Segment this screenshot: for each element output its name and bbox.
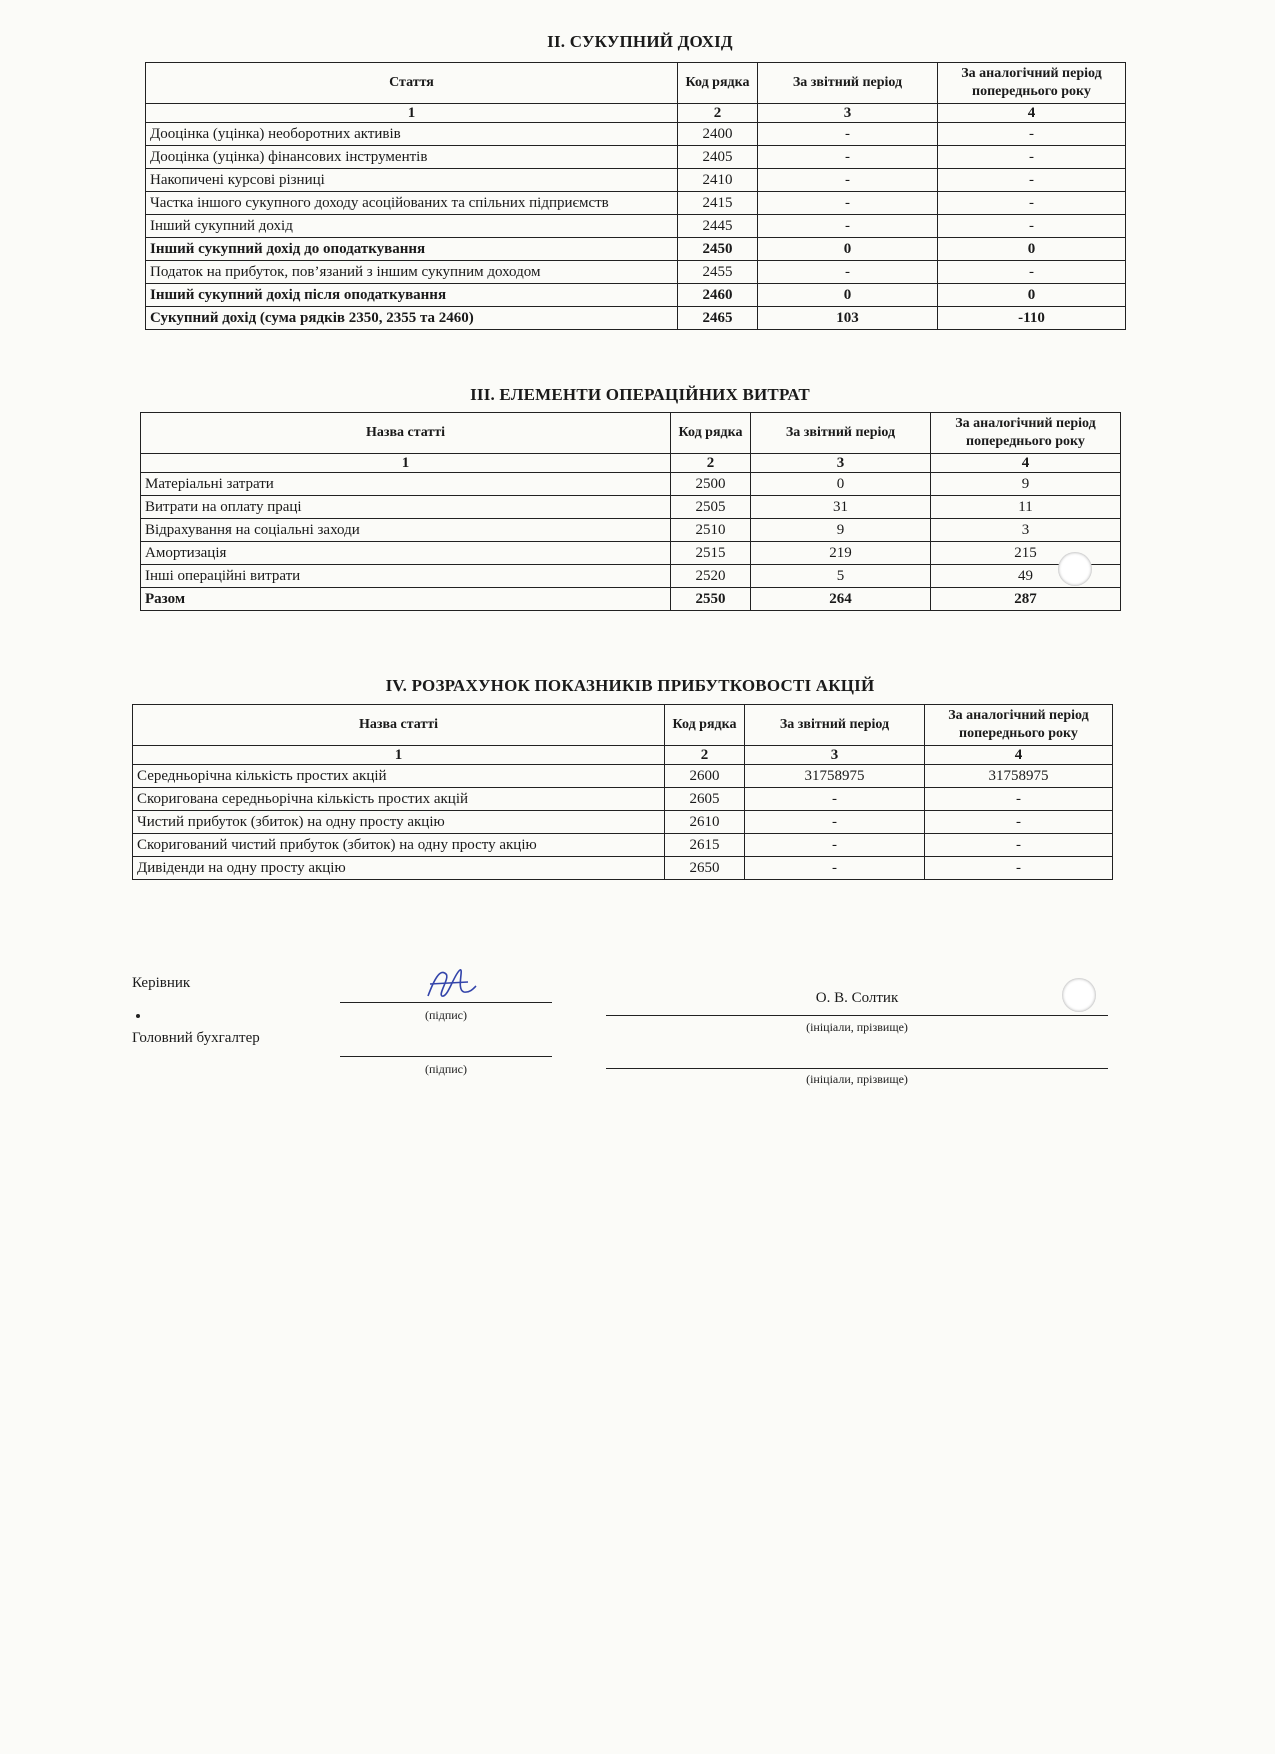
row-code: 2460 <box>678 284 758 307</box>
row-current: - <box>745 788 925 811</box>
row-prior: 215 <box>931 542 1121 565</box>
header-code: Код рядка <box>665 705 745 746</box>
row-name: Дооцінка (уцінка) необоротних активів <box>146 123 678 146</box>
table-row <box>141 473 1121 496</box>
header-prior: За аналогічний період попереднього року <box>925 705 1113 746</box>
section2-title: ІІ. СУКУПНИЙ ДОХІД <box>547 32 733 51</box>
row-current: 9 <box>751 519 931 542</box>
row-code: 2515 <box>671 542 751 565</box>
row-name: Скоригована середньорічна кількість простих акцій <box>133 788 665 811</box>
row-prior: - <box>925 857 1113 880</box>
row-current: 31758975 <box>745 765 925 788</box>
row-prior: - <box>938 261 1126 284</box>
row-prior: - <box>938 169 1126 192</box>
row-prior: - <box>925 834 1113 857</box>
index-cell: 1 <box>141 454 671 473</box>
index-cell: 3 <box>745 746 925 765</box>
row-current: - <box>758 169 938 192</box>
punch-hole <box>1058 552 1092 586</box>
row-code: 2455 <box>678 261 758 284</box>
row-prior: 49 <box>931 565 1121 588</box>
row-current: - <box>758 261 938 284</box>
table-row <box>146 123 1126 146</box>
index-cell: 4 <box>925 746 1113 765</box>
row-name: Скоригований чистий прибуток (збиток) на одну просту акцію <box>133 834 665 857</box>
director-signature-icon <box>420 960 480 1005</box>
mark-dot <box>136 1014 140 1018</box>
index-cell: 4 <box>938 104 1126 123</box>
row-current: - <box>758 123 938 146</box>
row-code: 2410 <box>678 169 758 192</box>
row-code: 2415 <box>678 192 758 215</box>
accountant-signature-line <box>340 1056 552 1057</box>
section3-title: ІІІ. ЕЛЕМЕНТИ ОПЕРАЦІЙНИХ ВИТРАТ <box>470 385 810 404</box>
index-cell: 3 <box>758 104 938 123</box>
row-name: Чистий прибуток (збиток) на одну просту акцію <box>133 811 665 834</box>
row-current: - <box>745 857 925 880</box>
row-code: 2615 <box>665 834 745 857</box>
index-cell: 2 <box>671 454 751 473</box>
row-name: Інші операційні витрати <box>141 565 671 588</box>
table-row <box>146 307 1126 330</box>
table-row <box>146 261 1126 284</box>
row-name: Інший сукупний дохід до оподаткування <box>146 238 678 261</box>
row-name: Дооцінка (уцінка) фінансових інструментів <box>146 146 678 169</box>
table-row <box>133 834 1113 857</box>
table-row <box>146 284 1126 307</box>
table-row <box>141 588 1121 611</box>
row-prior: - <box>925 811 1113 834</box>
index-cell: 1 <box>133 746 665 765</box>
row-code: 2400 <box>678 123 758 146</box>
row-name: Частка іншого сукупного доходу асоційованих та спільних підприємств <box>146 192 678 215</box>
row-code: 2510 <box>671 519 751 542</box>
table-row <box>141 565 1121 588</box>
index-cell: 3 <box>751 454 931 473</box>
row-current: 5 <box>751 565 931 588</box>
row-prior: - <box>938 146 1126 169</box>
row-code: 2450 <box>678 238 758 261</box>
header-item: Назва статті <box>141 413 671 454</box>
row-prior: - <box>938 215 1126 238</box>
row-name: Інший сукупний дохід після оподаткування <box>146 284 678 307</box>
row-prior: 287 <box>931 588 1121 611</box>
table-row <box>146 215 1126 238</box>
row-prior: - <box>938 192 1126 215</box>
row-name: Відрахування на соціальні заходи <box>141 519 671 542</box>
row-prior: 11 <box>931 496 1121 519</box>
accountant-name-caption: (ініціали, прізвище) <box>806 1072 908 1086</box>
row-current: 0 <box>758 238 938 261</box>
row-code: 2405 <box>678 146 758 169</box>
table-row <box>133 765 1113 788</box>
row-name: Витрати на оплату праці <box>141 496 671 519</box>
row-prior: 31758975 <box>925 765 1113 788</box>
row-current: 103 <box>758 307 938 330</box>
table-row <box>133 857 1113 880</box>
row-name: Інший сукупний дохід <box>146 215 678 238</box>
header-item: Назва статті <box>133 705 665 746</box>
accountant-name-line <box>606 1068 1108 1069</box>
header-current: За звітний період <box>745 705 925 746</box>
table-row <box>146 192 1126 215</box>
section4-title: IV. РОЗРАХУНОК ПОКАЗНИКІВ ПРИБУТКОВОСТІ АКЦІЙ <box>385 676 875 695</box>
row-current: - <box>758 146 938 169</box>
row-code: 2600 <box>665 765 745 788</box>
row-current: 0 <box>758 284 938 307</box>
row-code: 2445 <box>678 215 758 238</box>
director-signature-caption: (підпис) <box>424 1008 468 1022</box>
header-code: Код рядка <box>678 63 758 104</box>
table-row <box>146 169 1126 192</box>
row-name: Накопичені курсові різниці <box>146 169 678 192</box>
row-current: 264 <box>751 588 931 611</box>
comprehensive-income-table <box>145 62 1126 330</box>
row-prior: 0 <box>938 284 1126 307</box>
table-row <box>141 519 1121 542</box>
row-code: 2465 <box>678 307 758 330</box>
accountant-signature-caption: (підпис) <box>424 1062 468 1076</box>
accountant-label: Головний бухгалтер <box>132 1030 260 1046</box>
table-row <box>146 146 1126 169</box>
row-current: - <box>758 192 938 215</box>
share-profitability-table <box>132 704 1113 880</box>
operating-expenses-table <box>140 412 1121 611</box>
row-prior: - <box>938 123 1126 146</box>
row-code: 2520 <box>671 565 751 588</box>
table-row <box>133 788 1113 811</box>
row-current: 31 <box>751 496 931 519</box>
director-name-line <box>606 1015 1108 1016</box>
row-current: 0 <box>751 473 931 496</box>
row-name: Сукупний дохід (сума рядків 2350, 2355 та 2460) <box>146 307 678 330</box>
header-prior: За аналогічний період попереднього року <box>931 413 1121 454</box>
row-current: - <box>745 811 925 834</box>
row-name: Дивіденди на одну просту акцію <box>133 857 665 880</box>
table-row <box>141 542 1121 565</box>
index-cell: 2 <box>665 746 745 765</box>
punch-hole <box>1062 978 1096 1012</box>
row-prior: -110 <box>938 307 1126 330</box>
header-item: Стаття <box>146 63 678 104</box>
row-code: 2650 <box>665 857 745 880</box>
header-current: За звітний період <box>751 413 931 454</box>
index-cell: 2 <box>678 104 758 123</box>
row-name: Податок на прибуток, пов’язаний з іншим сукупним доходом <box>146 261 678 284</box>
index-cell: 1 <box>146 104 678 123</box>
row-code: 2610 <box>665 811 745 834</box>
row-name: Середньорічна кількість простих акцій <box>133 765 665 788</box>
row-name: Разом <box>141 588 671 611</box>
row-current: 219 <box>751 542 931 565</box>
table-row <box>133 811 1113 834</box>
index-cell: 4 <box>931 454 1121 473</box>
row-name: Амортизація <box>141 542 671 565</box>
table-row <box>141 496 1121 519</box>
header-current: За звітний період <box>758 63 938 104</box>
row-current: - <box>745 834 925 857</box>
row-current: - <box>758 215 938 238</box>
row-prior: - <box>925 788 1113 811</box>
row-code: 2505 <box>671 496 751 519</box>
row-name: Матеріальні затрати <box>141 473 671 496</box>
row-prior: 3 <box>931 519 1121 542</box>
row-code: 2605 <box>665 788 745 811</box>
director-name-caption: (ініціали, прізвище) <box>806 1020 908 1034</box>
row-code: 2500 <box>671 473 751 496</box>
director-name: О. В. Солтик <box>815 990 899 1006</box>
header-prior: За аналогічний період попереднього року <box>938 63 1126 104</box>
director-label: Керівник <box>132 975 191 991</box>
header-code: Код рядка <box>671 413 751 454</box>
row-prior: 9 <box>931 473 1121 496</box>
row-prior: 0 <box>938 238 1126 261</box>
table-row <box>146 238 1126 261</box>
row-code: 2550 <box>671 588 751 611</box>
director-signature-line <box>340 1002 552 1003</box>
